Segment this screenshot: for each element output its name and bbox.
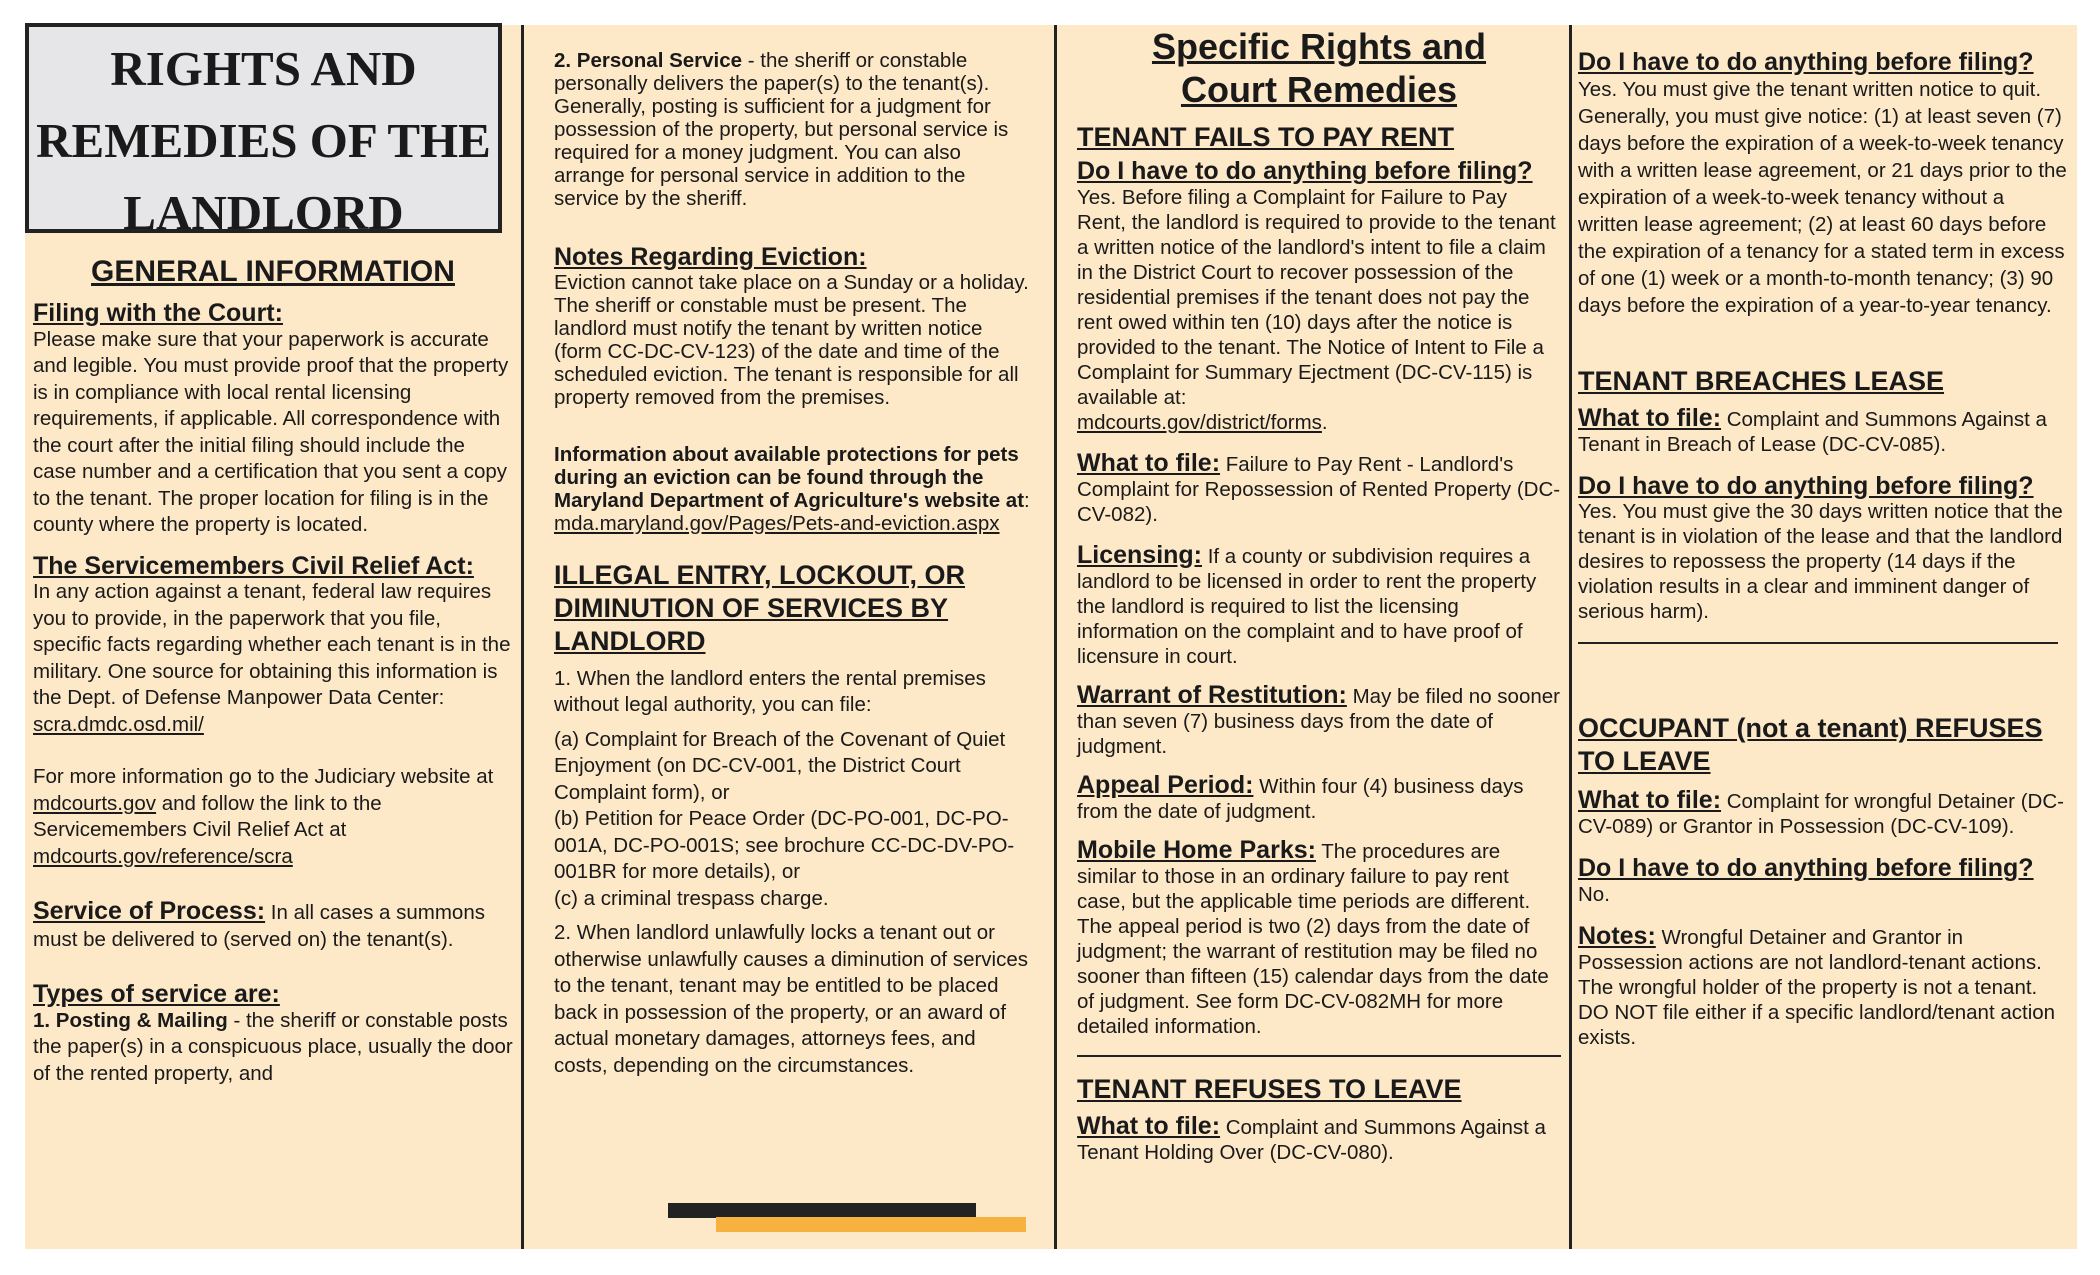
personal-label: 2. Personal Service (554, 49, 743, 72)
mobile-home-parks (1077, 835, 1561, 1039)
warrant-text: May be filed no sooner than seven (7) business days from the date of judgment. (1077, 684, 1560, 758)
appeal-text: Within four (4) business days from the date of judgment. (1077, 774, 1524, 823)
refuses-to-leave-heading: TENANT REFUSES TO LEAVE (1077, 1073, 1462, 1104)
occupant-notes (1578, 924, 2069, 1050)
filing-heading: Filing with the Court: (33, 299, 283, 327)
illegal-item-1c: (c) a criminal trespass charge. (554, 886, 829, 910)
fails-before-period: . (1321, 410, 1328, 434)
licensing (1077, 540, 1561, 669)
more-info-pre: For more information go to the Judiciary website at (33, 765, 494, 788)
licensing-label: Licensing: (1077, 540, 1203, 569)
fails-before-question: Do I have to do anything before filing? (1077, 157, 1533, 185)
occupant-before-question: Do I have to do anything before filing? (1578, 854, 2034, 882)
mobile-text: The procedures are similar to those in an ordinary failure to pay rent case, but the applicable time periods are different. The appeal period is two (2) days from the date of judgment; the warrant of restitution may be filed no sooner than fifteen (15) calendar days from the date of judgment. See form DC-CV-082MH for more detailed information. (1077, 839, 1549, 1038)
types-heading: Types of service are: (33, 980, 280, 1008)
section-divider (1578, 642, 2058, 644)
pets-info (554, 443, 1034, 535)
pets-link[interactable]: mda.maryland.gov/Pages/Pets-and-eviction.aspx (554, 511, 1000, 535)
breach-before-question: Do I have to do anything before filing? (1578, 471, 2034, 500)
refuse-what-text: Complaint and Summons Against a Tenant Holding Over (DC-CV-080). (1077, 1115, 1546, 1164)
appeal-period (1077, 770, 1561, 824)
panel-other-actions (1572, 25, 2077, 1249)
breaches-lease-heading: TENANT BREACHES LEASE (1578, 365, 1945, 396)
posting-text: - the sheriff or constable posts the paper(s) in a conspicuous place, usually the door of the rented property, and (33, 1008, 513, 1085)
decorative-bar-dark (668, 1203, 976, 1218)
illegal-entry-heading: ILLEGAL ENTRY, LOCKOUT, OR DIMINUTION OF SERVICES BY LANDLORD (554, 559, 966, 656)
general-information-heading: GENERAL INFORMATION (91, 255, 455, 288)
district-forms-link[interactable]: mdcourts.gov/district/forms (1077, 410, 1322, 434)
decorative-bar-orange (716, 1217, 1026, 1232)
specific-rights-line1: Specific Rights and (1151, 26, 1487, 67)
filing-text: Please make sure that your paperwork is accurate and legible. You must provide proof that the property is in compliance with local rental licensing requirements, if applicable. All correspondence with the court after the initial filing should include the case number and a certification that you sent a copy to the tenant. The proper location for filing is in the county where the property is located. (33, 327, 509, 536)
breach-before-text: Yes. You must give the 30 days written notice that the tenant is in violation of the lease and that the landlord desires to repossess the property (14 days if the violation results in a clear and imminent danger of serious harm). (1578, 500, 2063, 623)
notes-eviction-text: Eviction cannot take place on a Sunday or a holiday. The sheriff or constable must be present. The landlord must notify the tenant by written notice (form CC-DC-CV-123) of the date and time of the scheduled eviction. The tenant is responsible for all property removed from the premises. (554, 270, 1029, 409)
breach-what-text: Complaint and Summons Against a Tenant in Breach of Lease (DC-CV-085). (1578, 407, 2047, 456)
posting-label: 1. Posting & Mailing (33, 1008, 228, 1032)
fails-what-label: What to file: (1077, 448, 1221, 477)
warrant-of-restitution (1077, 680, 1561, 759)
illegal-item-1: 1. When the landlord enters the rental premises without legal authority, you can file: (554, 666, 986, 716)
section-divider (1077, 1055, 1561, 1057)
mdcourts-link[interactable]: mdcourts.gov (33, 791, 157, 815)
occupant-notes-text: Wrongful Detainer and Grantor in Possession actions are not landlord-tenant actions. The wrongful holder of the property is not a tenant. DO NOT file either if a specific landlord/tenant action exists. (1578, 926, 2056, 1049)
notes-eviction-heading: Notes Regarding Eviction: (554, 243, 867, 271)
service-heading: Service of Process: (33, 897, 266, 925)
specific-rights-line2: Court Remedies (1180, 69, 1458, 110)
refuse-what-label: What to file: (1077, 1111, 1221, 1140)
scra-body: In any action against a tenant, federal law requires you to provide, in the paperwork that you file, specific facts regarding whether each tenant is in the military. One source for obtaining this information is the Dept. of Defense Manpower Data Center: (33, 580, 511, 709)
service-text: In all cases a summons must be delivered to (served on) the tenant(s). (33, 901, 485, 951)
panel-eviction-notes (524, 25, 1054, 1249)
scra-reference-link[interactable]: mdcourts.gov/reference/scra (33, 844, 293, 868)
fails-what-to-file (1077, 448, 1561, 527)
breach-what-label: What to file: (1578, 403, 1722, 432)
breach-what-to-file (1578, 403, 2069, 457)
mobile-label: Mobile Home Parks: (1077, 835, 1316, 864)
personal-service (554, 49, 1034, 210)
pets-colon: : (1024, 488, 1030, 512)
licensing-text: If a county or subdivision requires a landlord to be licensed in order to rent the property the landlord is required to list the licensing information on the complaint and to have proof of licensure in court. (1077, 544, 1537, 668)
scra-text (33, 579, 513, 738)
panel-general-information (25, 25, 521, 1249)
posting-mailing (33, 1008, 513, 1088)
holdover-before-text: Yes. You must give the tenant written notice to quit. Generally, you must give notice: (1) at least seven (7) days before the expiration of a week-to-week tenancy with a written lease agreement, or 21 days prior to the expiration of a week-to-week tenancy without a written lease agreement; (2) at least 60 days before the expiration of a tenancy for a stated term in excess of one (1) week or a month-to-month tenancy; (3) 90 days before the expiration of a year-to-year tenancy. (1578, 77, 2067, 317)
more-info-text (33, 764, 513, 870)
scra-heading: The Servicemembers Civil Relief Act: (33, 551, 474, 580)
fails-to-pay-heading: TENANT FAILS TO PAY RENT (1077, 122, 1455, 152)
fails-before-body: Yes. Before filing a Complaint for Failure to Pay Rent, the landlord is required to provide to the tenant a written notice of the landlord's intent to file a claim in the District Court to recover possession of the residential premises if the tenant does not pay the rent owed within ten (10) days after the notice is provided to the tenant. The Notice of Intent to File a Complaint for Summary Ejectment (DC-CV-115) is available at: (1077, 185, 1556, 409)
holdover-before-question: Do I have to do anything before filing? (1578, 48, 2034, 76)
scra-link[interactable]: scra.dmdc.osd.mil/ (33, 712, 204, 736)
illegal-item-1b: (b) Petition for Peace Order (DC-PO-001, DC-PO-001A, DC-PO-001S; see brochure CC-DC-DV-PO-001BR for more details), or (554, 807, 1015, 883)
panel-specific-rights (1057, 25, 1569, 1249)
fails-before-text (1077, 185, 1561, 435)
occupant-refuses-heading: OCCUPANT (not a tenant) REFUSES TO LEAVE (1578, 713, 2043, 776)
occupant-what-label: What to file: (1578, 786, 1722, 814)
brochure-title: RIGHTS AND REMEDIES OF THE LANDLORD (25, 23, 502, 233)
personal-text: - the sheriff or constable personally delivers the paper(s) to the tenant(s). Generally, posting is sufficient for a judgment for possession of the property, but personal service is required for a money judgment. You can also arrange for personal service in addition to the service by the sheriff. (554, 49, 1009, 210)
refuse-what-to-file (1077, 1111, 1561, 1165)
warrant-label: Warrant of Restitution: (1077, 680, 1347, 709)
illegal-item-1a: (a) Complaint for Breach of the Covenant of Quiet Enjoyment (on DC-CV-001, the District Court Complaint form), or (554, 727, 1006, 804)
occupant-what-text: Complaint for wrongful Detainer (DC-CV-089) or Grantor in Possession (DC-CV-109). (1578, 790, 2064, 838)
illegal-item-2: 2. When landlord unlawfully locks a tenant out or otherwise unlawfully causes a diminution of services to the tenant, tenant may be entitled to be placed back in possession of the property, or an award of actual monetary damages, attorneys fees, and costs, depending on the circumstances. (554, 921, 1029, 1077)
occupant-before-text: No. (1578, 882, 1610, 906)
specific-rights-title (1077, 25, 1561, 111)
fails-what-text: Failure to Pay Rent - Landlord's Complaint for Repossession of Rented Property (DC-CV-082). (1077, 452, 1561, 526)
more-info-mid: and follow the link to the Servicemembers Civil Relief Act at (33, 791, 382, 841)
occupant-what-to-file (1578, 788, 2069, 839)
appeal-label: Appeal Period: (1077, 770, 1254, 799)
service-of-process (33, 898, 513, 953)
occupant-notes-label: Notes: (1578, 922, 1656, 950)
pets-text: Information about available protections for pets during an eviction can be found through the Maryland Department of Agriculture's website at (554, 442, 1025, 512)
